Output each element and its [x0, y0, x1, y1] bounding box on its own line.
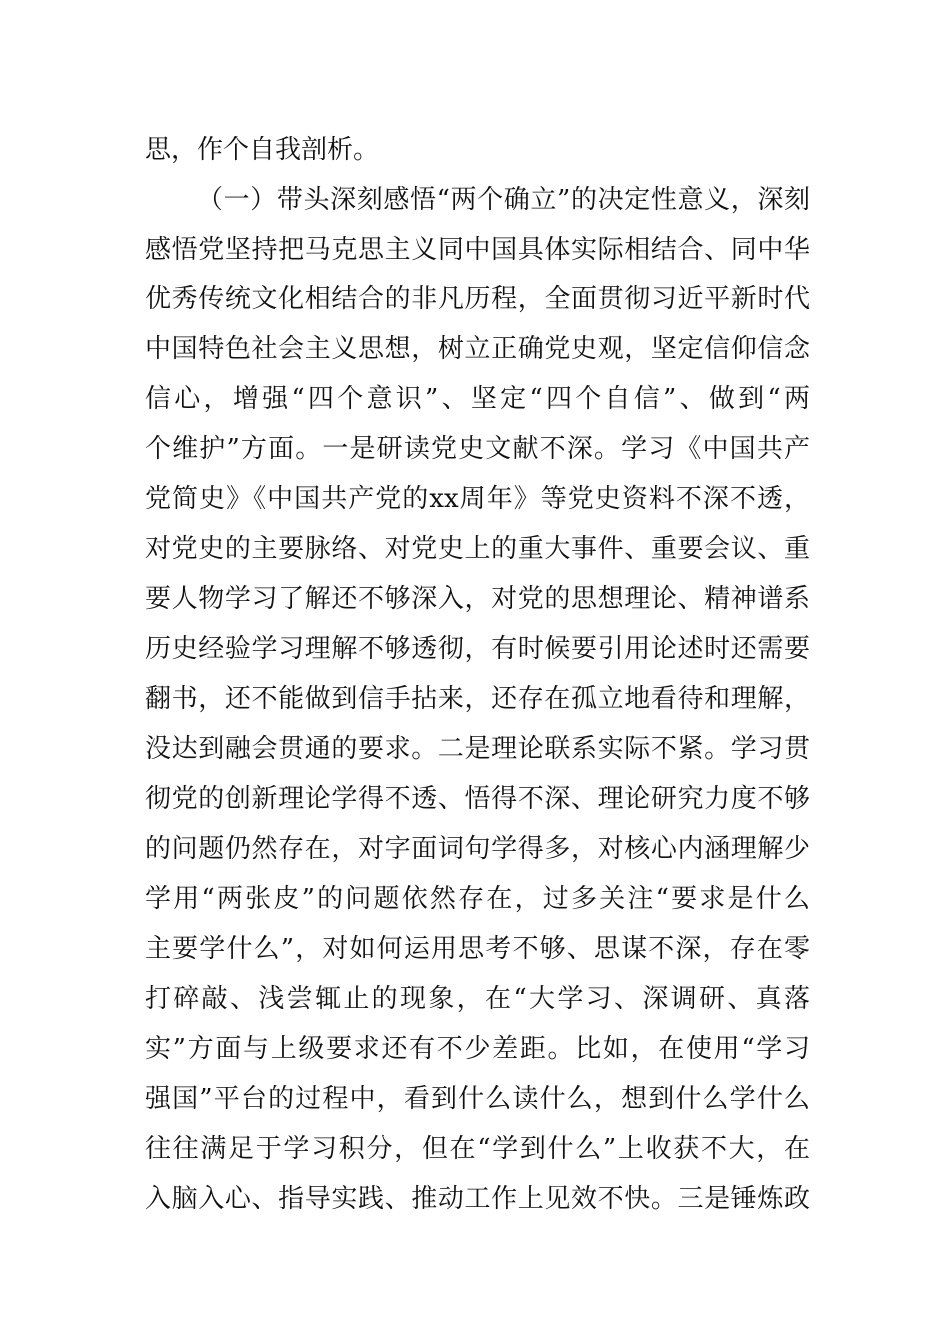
body-text-line: 的问题仍然存在，对字面词句学得多，对核心内涵理解少	[145, 834, 810, 864]
body-text-line: 个维护”方面。一是研读党史文献不深。学习《中国共产	[145, 434, 810, 464]
body-text-line: 入脑入心、指导实践、推动工作上见效不快。三是锤炼政	[145, 1184, 810, 1214]
body-text-line: 要人物学习了解还不够深入，对党的思想理论、精神谱系	[145, 584, 810, 614]
body-text-line: 中国特色社会主义思想，树立正确党史观，坚定信仰信念	[145, 334, 810, 364]
body-text-line: 对党史的主要脉络、对党史上的重大事件、重要会议、重	[145, 534, 810, 564]
body-text-line: 没达到融会贯通的要求。二是理论联系实际不紧。学习贯	[145, 734, 810, 764]
body-text-line: 强国”平台的过程中，看到什么读什么，想到什么学什么	[145, 1084, 810, 1114]
body-text-line: 历史经验学习理解不够透彻，有时候要引用论述时还需要	[145, 634, 810, 664]
body-text-line: 彻党的创新理论学得不透、悟得不深、理论研究力度不够	[145, 784, 810, 814]
body-text-line: 感悟党坚持把马克思主义同中国具体实际相结合、同中华	[145, 235, 810, 265]
body-text-line: 党简史》《中国共产党的xx周年》等党史资料不深不透，	[145, 484, 810, 514]
body-text-line: 思，作个自我剖析。	[145, 135, 380, 165]
body-text-line: 打碎敲、浅尝辄止的现象，在“大学习、深调研、真落	[145, 984, 810, 1014]
body-text-line: 信心，增强“四个意识”、坚定“四个自信”、做到“两	[145, 384, 810, 414]
body-text-line: 翻书，还不能做到信手拈来，还存在孤立地看待和理解，	[145, 684, 810, 714]
body-text-line: 往往满足于学习积分，但在“学到什么”上收获不大，在	[145, 1134, 810, 1164]
body-text-line: 主要学什么”，对如何运用思考不够、思谋不深，存在零	[145, 934, 810, 964]
body-text-line: 优秀传统文化相结合的非凡历程，全面贯彻习近平新时代	[145, 284, 810, 314]
body-text-line: 实”方面与上级要求还有不少差距。比如，在使用“学习	[145, 1034, 810, 1064]
body-text-line: 学用“两张皮”的问题依然存在，过多关注“要求是什么	[145, 884, 810, 914]
section-heading-line: （一）带头深刻感悟“两个确立”的决定性意义，深刻	[197, 185, 810, 215]
